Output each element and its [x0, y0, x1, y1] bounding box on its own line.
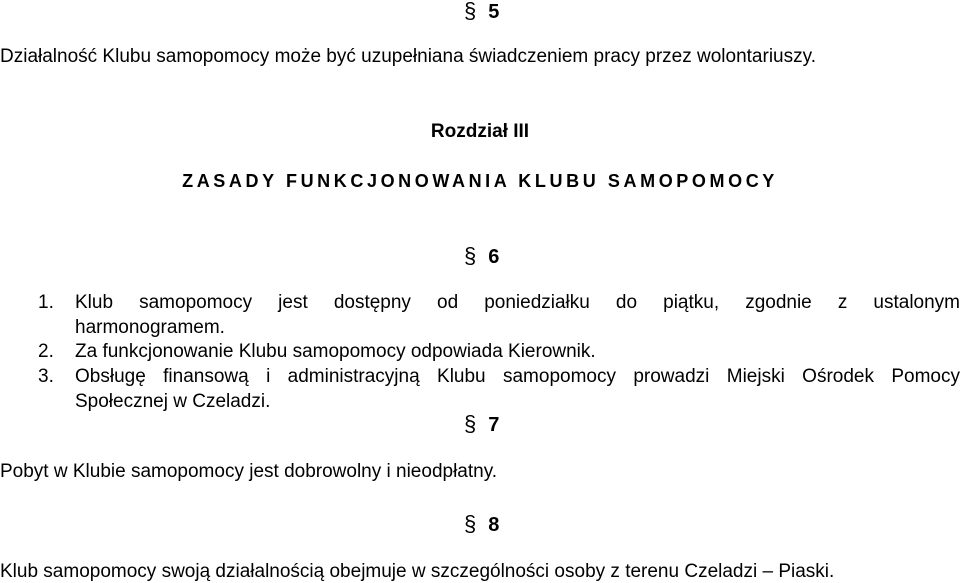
section-symbol: §	[464, 0, 477, 23]
paragraph-free-attendance: Pobyt w Klubie samopomocy jest dobrowolny i nieodpłatny.	[0, 461, 498, 482]
chapter-title: Rozdział III	[430, 121, 530, 142]
list-item-text: Klub samopomocy jest dostępny od poniedziałku do piątku, zgodnie z ustalonym	[75, 292, 960, 313]
section-number: 6	[488, 246, 500, 268]
section-5-heading	[464, 0, 499, 24]
paragraph-volunteer: Działalność Klubu samopomocy może być uzupełniana świadczeniem pracy przez wolontariuszy.	[0, 46, 816, 67]
section-symbol: §	[464, 511, 477, 536]
section-symbol: §	[464, 411, 477, 436]
list-item-text-continued: harmonogramem.	[75, 317, 225, 338]
chapter-subtitle: ZASADY FUNKCJONOWANIA KLUBU SAMOPOMOCY	[182, 171, 778, 191]
section-symbol: §	[464, 243, 477, 268]
section-number: 7	[488, 414, 500, 436]
list-item-number: 1.	[38, 292, 54, 313]
paragraph-service-area: Klub samopomocy swoją działalnością obejmuje w szczególności osoby z terenu Czeladzi – Piaski.	[0, 561, 835, 582]
list-item-number: 3.	[38, 366, 54, 387]
list-item-text: Obsługę finansową i administracyjną Klubu samopomocy prowadzi Miejski Ośrodek Pomocy	[75, 366, 960, 387]
section-7-heading	[464, 411, 499, 437]
list-item-text-continued: Społecznej w Czeladzi.	[75, 391, 271, 412]
section-6-heading	[464, 243, 499, 269]
section-number: 8	[488, 514, 500, 536]
list-item-text: Za funkcjonowanie Klubu samopomocy odpowiada Kierownik.	[75, 341, 596, 362]
section-8-heading	[464, 511, 499, 537]
section-number: 5	[488, 1, 500, 23]
list-item-number: 2.	[38, 341, 54, 362]
